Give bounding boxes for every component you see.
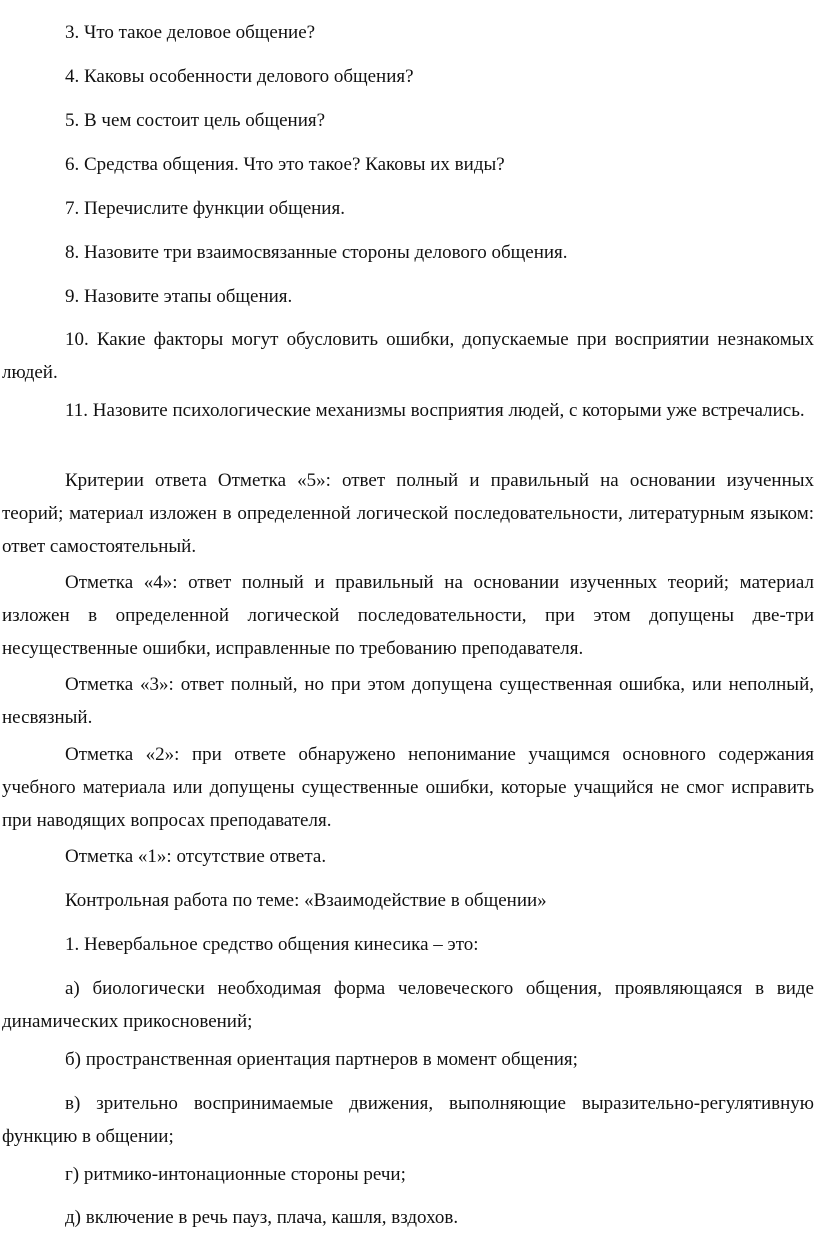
answer-option-v: в) зрительно воспринимаемые движения, выполняющие выразительно-регулятивную функцию в общении; <box>2 1093 814 1147</box>
question-11: 11. Назовите психологические механизмы восприятия людей, с которыми уже встречались. <box>65 400 805 421</box>
answer-option-d: д) включение в речь пауз, плача, кашля, вздохов. <box>65 1207 459 1228</box>
answer-option-g: г) ритмико-интонационные стороны речи; <box>65 1164 406 1185</box>
question-3: 3. Что такое деловое общение? <box>65 22 316 43</box>
question-7: 7. Перечислите функции общения. <box>65 198 345 219</box>
grade-criteria-1: Отметка «1»: отсутствие ответа. <box>65 846 327 867</box>
question-8: 8. Назовите три взаимосвязанные стороны делового общения. <box>65 242 568 263</box>
grade-criteria-5: Критерии ответа Отметка «5»: ответ полный и правильный на основании изученных теорий; материал изложен в определенной логической последовательности, литературным языком: ответ самостоятельный. <box>2 470 814 557</box>
test-title: Контрольная работа по теме: «Взаимодействие в общении» <box>65 890 547 911</box>
question-5: 5. В чем состоит цель общения? <box>65 110 326 131</box>
grade-criteria-4: Отметка «4»: ответ полный и правильный на основании изученных теорий; материал изложен в определенной логической последовательности, при этом допущены две-три несущественные ошибки, исправленные по требованию преподавателя. <box>2 572 814 659</box>
grade-criteria-3: Отметка «3»: ответ полный, но при этом допущена существенная ошибка, или неполный, несвязный. <box>2 674 814 728</box>
question-9: 9. Назовите этапы общения. <box>65 286 293 307</box>
question-4: 4. Каковы особенности делового общения? <box>65 66 414 87</box>
question-10: 10. Какие факторы могут обусловить ошибки, допускаемые при восприятии незнакомых людей. <box>2 329 814 383</box>
question-6: 6. Средства общения. Что это такое? Каковы их виды? <box>65 154 505 175</box>
grade-criteria-2: Отметка «2»: при ответе обнаружено непонимание учащимся основного содержания учебного материала или допущены существенные ошибки, которые учащийся не смог исправить при наводящих вопросах преподавателя. <box>2 744 814 831</box>
answer-option-a: а) биологически необходимая форма человеческого общения, проявляющаяся в виде динамических прикосновений; <box>2 978 814 1032</box>
test-question-1: 1. Невербальное средство общения кинесика – это: <box>65 934 479 955</box>
answer-option-b: б) пространственная ориентация партнеров в момент общения; <box>65 1049 578 1070</box>
